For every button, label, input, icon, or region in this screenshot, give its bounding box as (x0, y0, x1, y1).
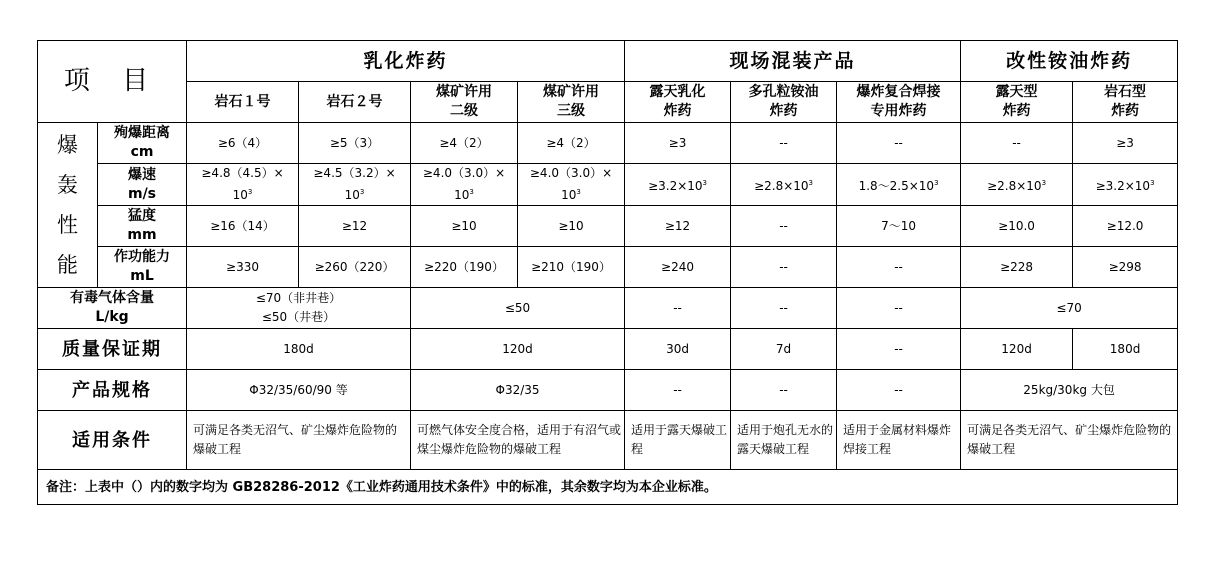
value-cell: ≤50 (411, 288, 625, 329)
performance-row (38, 123, 1178, 164)
value-cell: 30d (625, 329, 731, 370)
exponent: 3 (1150, 178, 1155, 187)
value-cell: ≥228 (961, 247, 1073, 288)
value-cell: -- (961, 123, 1073, 164)
value-text: ≥4.0（3.0）× (529, 166, 613, 180)
value-cell (187, 288, 411, 329)
value-cell: ≥330 (187, 247, 299, 288)
row-label-line: cm (130, 144, 154, 160)
column-header-line: 三级 (557, 103, 586, 119)
value-cell: ≥10.0 (961, 206, 1073, 247)
row-label: 产品规格 (38, 370, 187, 411)
toxic-gas-row (38, 288, 1178, 329)
row-label: 适用条件 (38, 411, 187, 470)
value-cell: -- (625, 370, 731, 411)
shelf-life-row (38, 329, 1178, 370)
value-cell: 适用于金属材料爆炸焊接工程 (837, 411, 961, 470)
value-cell: 可满足各类无沼气、矿尘爆炸危险物的爆破工程 (961, 411, 1178, 470)
value-cell: -- (837, 247, 961, 288)
column-header-line: 炸药 (663, 103, 692, 119)
exponent: 3 (576, 188, 581, 196)
row-label-line: 殉爆距离 (114, 125, 170, 141)
value-text: ≥4.5（3.2）× (313, 166, 396, 180)
value-cell: Φ32/35/60/90 等 (187, 370, 411, 411)
value-cell (961, 164, 1073, 206)
value-cell: 7～10 (837, 206, 961, 247)
column-header-line: 煤矿许用 (436, 84, 493, 100)
value-cell: ≥10 (518, 206, 625, 247)
column-header (299, 82, 411, 123)
value-cell: Φ32/35 (411, 370, 625, 411)
conditions-row (38, 411, 1178, 470)
value-cell: -- (731, 247, 837, 288)
value-text: ≤70（非井巷） (255, 291, 342, 305)
column-header (411, 82, 518, 123)
value-cell: ≥10 (411, 206, 518, 247)
column-header-line: 炸药 (1111, 103, 1140, 119)
row-label-line: L/kg (95, 309, 129, 325)
value-cell (518, 164, 625, 206)
value-cell: 25kg/30kg 大包 (961, 370, 1178, 411)
column-header-line: 露天型 (995, 84, 1038, 100)
value-cell: -- (837, 123, 961, 164)
column-header-line: 炸药 (769, 103, 798, 119)
value-cell: ≥220（190） (411, 247, 518, 288)
value-cell: 适用于炮孔无水的露天爆破工程 (731, 411, 837, 470)
row-label-line: m/s (127, 185, 157, 202)
exponent: 3 (934, 178, 939, 187)
value-cell (299, 164, 411, 206)
row-label: 质量保证期 (38, 329, 187, 370)
side-char: 爆 (57, 133, 78, 157)
value-cell: 可满足各类无沼气、矿尘爆炸危险物的爆破工程 (187, 411, 411, 470)
value-text: ≥3.2×10 (648, 178, 703, 193)
group-emulsion: 乳化炸药 (187, 41, 625, 82)
row-label (98, 247, 187, 288)
column-header-line: 岩石２号 (326, 93, 383, 110)
column-header (837, 82, 961, 123)
row-label (98, 164, 187, 206)
row-label-line: mL (130, 268, 154, 284)
exponent: 3 (702, 178, 707, 187)
value-cell: -- (731, 370, 837, 411)
footnote-row (38, 470, 1178, 505)
value-cell: ≥16（14） (187, 206, 299, 247)
column-header (961, 82, 1073, 123)
value-text: ≥4.8（4.5）× (201, 166, 284, 180)
side-char: 能 (57, 253, 78, 277)
explosive-performance-label (38, 123, 98, 288)
column-header (625, 82, 731, 123)
value-text: 10 (344, 188, 360, 202)
value-cell: ≥260（220） (299, 247, 411, 288)
value-cell: 可燃气体安全度合格，适用于有沼气或煤尘爆炸危险物的爆破工程 (411, 411, 625, 470)
value-text: ≤50（井巷） (261, 310, 336, 324)
performance-row (38, 164, 1178, 206)
exponent: 3 (469, 188, 474, 196)
performance-row (38, 247, 1178, 288)
row-label (38, 288, 187, 329)
side-char: 性 (57, 213, 78, 237)
column-header-line: 爆炸复合焊接 (856, 84, 941, 100)
column-header-line: 露天乳化 (649, 84, 706, 100)
value-cell: -- (625, 288, 731, 329)
value-cell: 180d (187, 329, 411, 370)
value-cell: ≥5（3） (299, 123, 411, 164)
value-text: 10 (232, 188, 248, 202)
value-cell (731, 164, 837, 206)
value-text: ≥2.8×10 (987, 178, 1042, 193)
value-cell: ≥3 (625, 123, 731, 164)
value-cell: ≥3 (1073, 123, 1178, 164)
exponent: 3 (808, 178, 813, 187)
column-header (731, 82, 837, 123)
column-header-line: 岩石型 (1104, 84, 1147, 100)
value-cell: -- (731, 123, 837, 164)
value-cell: -- (837, 288, 961, 329)
footnote: 备注：上表中（）内的数字均为 GB28286-2012《工业炸药通用技术条件》中的标准，其余数字均为本企业标准。 (38, 470, 1178, 505)
value-cell (837, 164, 961, 206)
column-header-line: 多孔粒铵油 (748, 84, 819, 100)
value-cell: ≥4（2） (411, 123, 518, 164)
column-header-line: 二级 (450, 103, 479, 119)
value-text: 1.8～2.5×10 (858, 178, 935, 193)
header-row-columns (38, 82, 1178, 123)
value-cell: -- (837, 329, 961, 370)
spec-row (38, 370, 1178, 411)
value-cell: ≥298 (1073, 247, 1178, 288)
side-char: 轰 (57, 173, 78, 197)
value-cell: ≥12 (625, 206, 731, 247)
value-cell: ≤70 (961, 288, 1178, 329)
exponent: 3 (359, 188, 365, 196)
exponent: 3 (1041, 178, 1047, 187)
column-header (1073, 82, 1178, 123)
header-row-groups (38, 41, 1178, 82)
value-cell: ≥12.0 (1073, 206, 1178, 247)
value-cell: ≥12 (299, 206, 411, 247)
value-cell: -- (731, 206, 837, 247)
value-cell (411, 164, 518, 206)
value-cell (625, 164, 731, 206)
value-text: ≥2.8×10 (754, 178, 809, 193)
row-label-line: 爆速 (128, 166, 156, 183)
row-label (98, 206, 187, 247)
row-label-line: 猛度 (128, 208, 156, 224)
value-cell: 适用于露天爆破工程 (625, 411, 731, 470)
value-text: ≥3.2×10 (1095, 178, 1151, 193)
column-header-line: 炸药 (1002, 103, 1031, 119)
value-cell: 7d (731, 329, 837, 370)
row-label (98, 123, 187, 164)
value-text: 10 (454, 188, 470, 202)
value-text: ≥4.0（3.0）× (422, 166, 506, 180)
column-header-line: 专用炸药 (870, 103, 927, 119)
exponent: 3 (247, 188, 253, 196)
explosive-spec-table (37, 40, 1178, 505)
value-cell: 120d (961, 329, 1073, 370)
value-cell: 120d (411, 329, 625, 370)
value-cell (187, 164, 299, 206)
row-label-line: 作功能力 (114, 249, 170, 265)
performance-row (38, 206, 1178, 247)
item-header: 项 目 (38, 41, 187, 123)
value-cell: ≥6（4） (187, 123, 299, 164)
row-label-line: mm (127, 227, 157, 243)
value-cell: -- (837, 370, 961, 411)
value-cell (1073, 164, 1178, 206)
group-anfo: 改性铵油炸药 (961, 41, 1178, 82)
value-text: 10 (561, 188, 577, 202)
group-onsite: 现场混装产品 (625, 41, 961, 82)
row-label-line: 有毒气体含量 (70, 290, 154, 306)
column-header (187, 82, 299, 123)
value-cell: ≥4（2） (518, 123, 625, 164)
column-header-line: 岩石１号 (214, 93, 271, 110)
value-cell: ≥210（190） (518, 247, 625, 288)
column-header (518, 82, 625, 123)
value-cell: -- (731, 288, 837, 329)
value-cell: ≥240 (625, 247, 731, 288)
column-header-line: 煤矿许用 (543, 84, 600, 100)
value-cell: 180d (1073, 329, 1178, 370)
